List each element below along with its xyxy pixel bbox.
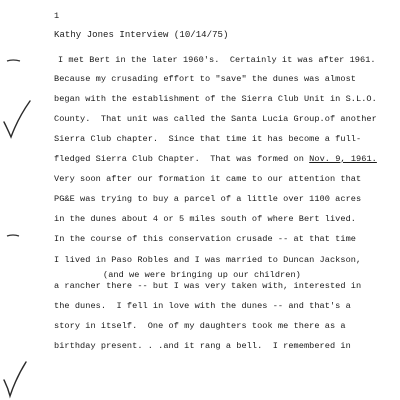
margin-dash-mark xyxy=(4,52,24,72)
text-line: a rancher there -- but I was very taken with, interested in xyxy=(54,281,362,291)
document-header: Kathy Jones Interview (10/14/75) xyxy=(54,30,229,40)
text-line: Very soon after our formation it came to our attention that xyxy=(54,174,362,184)
text-line: County. That unit was called the Santa Lucia Group.of another xyxy=(54,114,377,124)
text-line: Because my crusading effort to "save" the dunes was almost xyxy=(54,74,357,84)
margin-dash-mark xyxy=(4,228,24,244)
margin-checkmark xyxy=(0,98,34,142)
interlinear-insertion: (and we were bringing up our children) xyxy=(103,270,301,280)
margin-checkmark xyxy=(0,360,30,400)
text-line xyxy=(54,154,377,165)
text-line: the dunes. I fell in love with the dunes -- and that's a xyxy=(54,301,351,311)
underlined-date: Nov. 9, 1961. xyxy=(309,154,377,164)
text-line: In the course of this conservation crusade -- at that time xyxy=(54,234,357,244)
text-line: began with the establishment of the Sierra Club Unit in S.L.O. xyxy=(54,94,377,104)
page-number: 1 xyxy=(54,11,60,21)
text-line: birthday present. . .and it rang a bell. I remembered in xyxy=(54,341,351,351)
text-line: I met Bert in the later 1960's. Certainly it was after 1961. xyxy=(58,55,376,65)
text-line: in the dunes about 4 or 5 miles south of where Bert lived. xyxy=(54,214,357,224)
text-line: PG&E was trying to buy a parcel of a little over 1100 acres xyxy=(54,194,362,204)
text-line: I lived in Paso Robles and I was married to Duncan Jackson, xyxy=(54,255,362,265)
text-line-part: fledged Sierra Club Chapter. That was formed on xyxy=(54,154,304,164)
text-line: story in itself. One of my daughters took me there as a xyxy=(54,321,346,331)
text-line: Sierra Club chapter. Since that time it has become a full- xyxy=(54,134,362,144)
